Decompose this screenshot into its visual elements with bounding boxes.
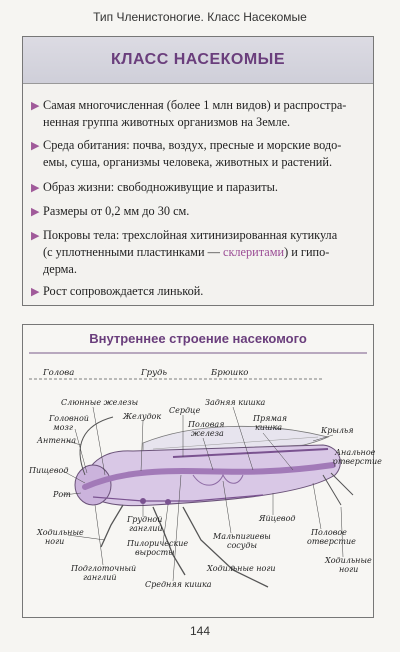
label-antenna: Антенна — [37, 436, 76, 445]
bullet-item — [31, 179, 365, 196]
bullet-item — [31, 227, 365, 278]
label-sex-gland: Половая — [188, 420, 225, 429]
diagram-title: Внутреннее строение насекомого — [89, 331, 307, 346]
region-head: Голова — [43, 368, 75, 378]
label-heart: Сердце — [169, 406, 201, 415]
label-salivary-glands: Слюнные железы — [61, 398, 139, 407]
label-wings: Крылья — [321, 426, 354, 435]
bullet-item — [31, 137, 365, 171]
label-thoracic-ganglion: ганглий — [129, 524, 163, 533]
bullet-marker-icon: ▶ — [31, 230, 40, 242]
label-oviduct: Яйцевод — [259, 514, 296, 523]
bullet-line: Образ жизни: свободноживущие и паразиты. — [43, 180, 278, 194]
bullet-line: Размеры от 0,2 мм до 30 см. — [43, 204, 190, 218]
bullet-line: ненная группа животных организмов на Земле. — [43, 115, 291, 129]
class-summary-box — [22, 36, 374, 306]
title-band — [23, 37, 373, 84]
bullet-marker-icon: ▶ — [31, 182, 40, 194]
label-midgut: Средняя кишка — [145, 580, 212, 589]
bullet-marker-icon: ▶ — [31, 140, 40, 152]
label-rectum: кишка — [255, 423, 283, 432]
bullet-line: Рост сопровождается линькой. — [43, 284, 204, 298]
bullet-item — [31, 97, 365, 131]
section-title: КЛАСС НАСЕКОМЫЕ — [110, 51, 285, 68]
label-rectum: Прямая — [253, 414, 288, 423]
label-pyloric-outgrowths: выросты — [135, 548, 175, 557]
label-thoracic-ganglion: Грудной — [127, 515, 163, 524]
bullet-marker-icon: ▶ — [31, 286, 40, 298]
label-anal-opening: отверстие — [333, 457, 382, 466]
region-abdomen: Брюшко — [211, 368, 249, 378]
insect-anatomy-diagram — [23, 325, 382, 617]
bullet-marker-icon: ▶ — [31, 100, 40, 112]
bullet-line: Самая многочисленная (более 1 млн видов) и распростра- — [43, 98, 347, 112]
label-esophagus: Пищевод — [29, 466, 69, 475]
label-pyloric-outgrowths: Пилорические — [127, 539, 189, 548]
label-hindgut: Задняя кишка — [205, 398, 266, 407]
bullet-item — [31, 203, 365, 220]
label-malpighian-tubules: Мальпигиевы — [213, 532, 271, 541]
label-genital-opening: Половое — [311, 528, 347, 537]
label-anal-opening: Анальное — [335, 448, 376, 457]
thoracic-ganglion-node — [140, 498, 146, 504]
bullet-line: дерма. — [43, 262, 77, 276]
label-walking-legs: ноги — [339, 565, 359, 574]
bullet-line: Покровы тела: трехслойная хитинизированная кутикула — [43, 228, 338, 242]
label-walking-legs: ноги — [45, 537, 65, 546]
label-walking-legs: Ходильные ноги — [207, 564, 276, 573]
page-number: 144 — [189, 624, 211, 638]
running-header: Тип Членистоногие. Класс Насекомые — [93, 10, 307, 24]
label-subpharyngeal-ganglion: ганглий — [83, 573, 117, 582]
bullet-line: емы, суша, организмы человека, животных и растений. — [43, 155, 333, 169]
bullet-marker-icon: ▶ — [31, 206, 40, 218]
label-malpighian-tubules: сосуды — [227, 541, 258, 550]
label-sex-gland: железа — [191, 429, 224, 438]
label-walking-legs: Ходильные — [325, 556, 372, 565]
thoracic-ganglion-node — [165, 499, 171, 505]
label-subpharyngeal-ganglion: Подглоточный — [71, 564, 137, 573]
anatomy-box — [22, 324, 382, 618]
label-stomach: Желудок — [123, 412, 162, 421]
label-walking-legs: Ходильные — [37, 528, 84, 537]
region-thorax: Грудь — [141, 368, 168, 378]
bullet-item — [31, 283, 365, 300]
label-genital-opening: отверстие — [307, 537, 356, 546]
bullet-line: Среда обитания: почва, воздух, пресные и морские водо- — [43, 138, 342, 152]
label-brain: Головной — [49, 414, 89, 423]
label-brain: мозг — [53, 423, 73, 432]
bullet-line: (с уплотненными пластинками — склеритами) и гипо- — [43, 245, 330, 259]
label-mouth: Рот — [53, 490, 71, 499]
sclerite-term: склеритами — [222, 245, 285, 259]
